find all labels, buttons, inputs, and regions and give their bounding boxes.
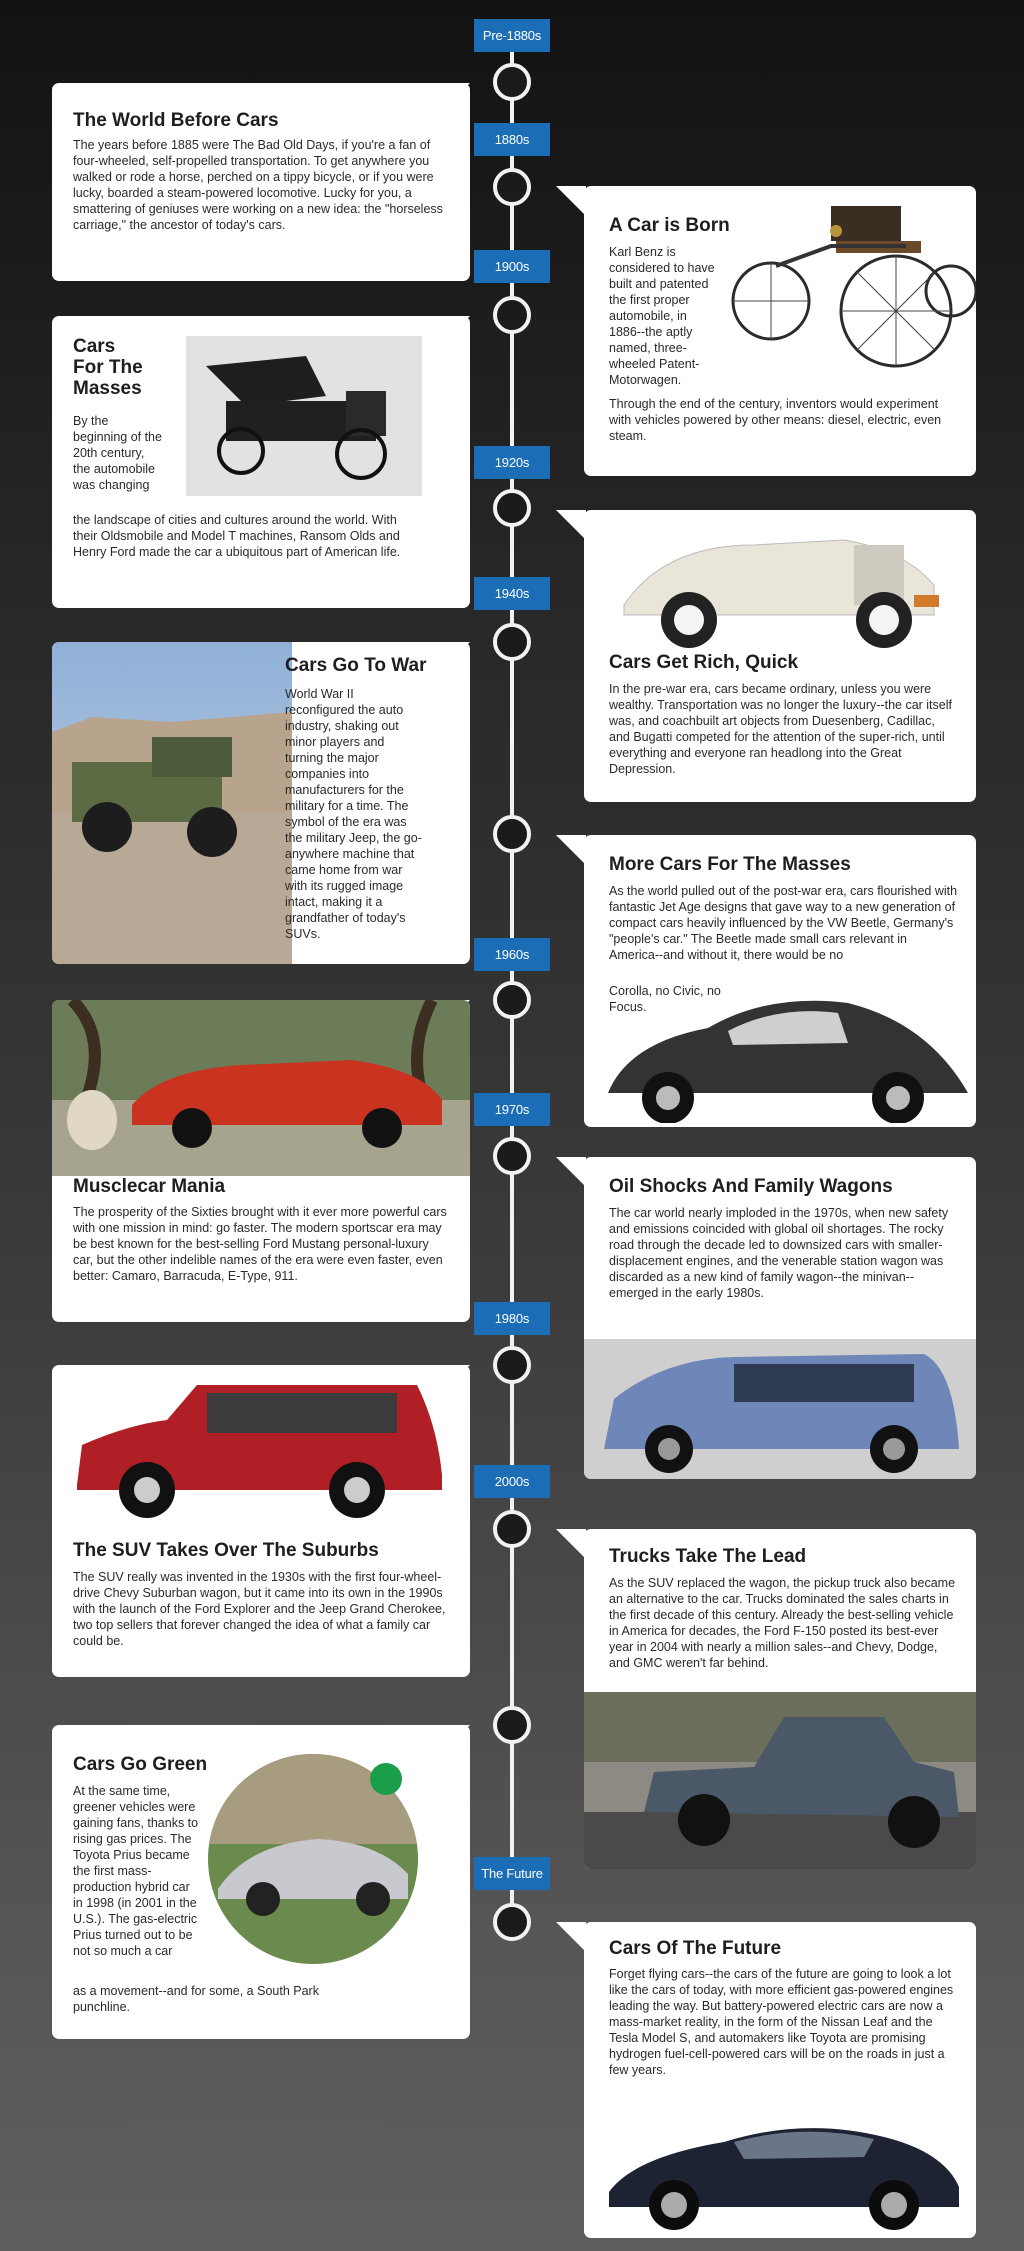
title-line: Cars xyxy=(73,336,116,357)
ford-explorer-image xyxy=(67,1375,447,1525)
timeline-node xyxy=(493,815,531,853)
card-text: The car world nearly imploded in the 1970s, when new safety and emissions coincided with global oil shortages. The rocky road through the decade led to downsized cars with smaller-displacement engines, and the venerable station wagon was discarded as a new kind of family wagon--the minivan--emerged in the early 1980s. xyxy=(609,1206,949,1300)
card-text: Forget flying cars--the cars of the future are going to look a lot like the cars of today, with more efficient gas-powered engines leading the way. But battery-powered electric cars are now a mass-market reality, in the form of the Nissan Leaf and the Tesla Model S, and automakers like Toyota are promising hydrogen fuel-cell-powered cars will be on the roads in just a few years. xyxy=(609,1967,954,2077)
era-tag-2000s: 2000s xyxy=(474,1465,550,1498)
card-cars-for-masses xyxy=(52,316,470,608)
card-text: Through the end of the century, inventors would experiment with vehicles powered by other means: diesel, electric, even steam. xyxy=(609,397,942,443)
timeline-node xyxy=(493,1137,531,1175)
timeline-node xyxy=(493,168,531,206)
card-oil-shocks xyxy=(584,1157,976,1479)
card-cars-future xyxy=(584,1922,976,2238)
green-dot-icon xyxy=(370,1763,402,1795)
card-title: Cars Go To War xyxy=(285,655,427,676)
card-cars-go-green xyxy=(52,1725,470,2039)
minivan-image xyxy=(584,1339,976,1479)
card-title: Cars Go Green xyxy=(73,1754,208,1775)
military-jeep-image xyxy=(52,642,292,964)
tesla-model-s-image xyxy=(604,2097,964,2232)
card-trucks-lead xyxy=(584,1529,976,1869)
title-line: For The xyxy=(73,357,143,378)
bubble-tail xyxy=(556,1157,586,1187)
card-car-is-born xyxy=(584,186,976,476)
card-title: Cars Get Rich, Quick xyxy=(609,652,799,673)
timeline-node xyxy=(493,1510,531,1548)
card-title: The World Before Cars xyxy=(73,110,279,131)
bubble-tail xyxy=(556,1922,586,1952)
timeline-node xyxy=(493,489,531,527)
timeline-node xyxy=(493,1706,531,1744)
card-title: A Car is Born xyxy=(609,215,730,236)
card-title: Trucks Take The Lead xyxy=(609,1546,807,1567)
era-tag-1920s: 1920s xyxy=(474,446,550,479)
era-tag-1970s: 1970s xyxy=(474,1093,550,1126)
card-text: World War II reconfigured the auto industry, shaking out minor players and turning the major companies into manufacturers for the military for a time. The symbol of the era was the military Jeep, the go-anywhere machine that came home from war with its rugged image intact, making it a grandfather of today's SUVs. xyxy=(285,687,422,941)
timeline-node xyxy=(493,981,531,1019)
card-text: In the pre-war era, cars became ordinary, unless you were wealthy. Transportation was no longer the luxury--the car itself was, and coachbuilt art objects from Duesenberg, Cadillac, and Bugatti competed for the attention of the super-rich, until everything and everyone ran headlong into the Great Depression. xyxy=(609,682,952,776)
card-text: As the SUV replaced the wagon, the pickup truck also became an alternative to the car. Trucks dominated the sales charts in the first decade of this century. Already the best-selling vehicle in America for decades, the Ford F-150 posted its best-ever year in 2004 with nearly a million sales--and Chevy, Dodge, and GMC weren't far behind. xyxy=(609,1576,956,1670)
era-tag-pre-1880s: Pre-1880s xyxy=(474,19,550,52)
card-suv-suburbs xyxy=(52,1365,470,1677)
duesenberg-image xyxy=(604,515,954,655)
card-title: Cars Of The Future xyxy=(609,1938,782,1959)
model-t-image xyxy=(186,336,422,496)
era-tag-1900s: 1900s xyxy=(474,250,550,283)
timeline-node xyxy=(493,63,531,101)
bubble-tail xyxy=(556,835,586,865)
title-line: Masses xyxy=(73,378,142,399)
card-title: Musclecar Mania xyxy=(73,1176,226,1197)
card-title xyxy=(73,336,143,399)
card-text: Karl Benz is considered to have built and patented the first proper automobile, in 1886--the aptly named, three-wheeled Patent-Motorwagen. xyxy=(609,245,715,387)
timeline-node xyxy=(493,1903,531,1941)
bubble-tail xyxy=(556,1529,586,1559)
timeline-node xyxy=(493,623,531,661)
timeline-node xyxy=(493,296,531,334)
card-musclecar-mania xyxy=(52,1000,470,1322)
card-text: At the same time, greener vehicles were gaining fans, thanks to rising gas prices. The Toyota Prius became the first mass-production hybrid car in 1998 (in 2001 in the U.S.). The gas-electric Prius turned out to be not so much a car xyxy=(73,1784,199,1958)
card-text: The years before 1885 were The Bad Old Days, if you're a fan of four-wheeled, self-propelled transportation. To get anywhere you walked or rode a horse, perched on a tippy bicycle, or if you were lucky, boarded a steam-powered locomotive. Lucky for you, a smattering of geniuses were working on a new idea: the "horseless carriage," the ancestor of today's cars. xyxy=(73,138,443,232)
card-title: More Cars For The Masses xyxy=(609,854,851,875)
card-text: Corolla, no Civic, no Focus. xyxy=(609,984,721,1014)
era-tag-the-future: The Future xyxy=(474,1857,550,1890)
era-tag-1940s: 1940s xyxy=(474,577,550,610)
card-cars-get-rich xyxy=(584,510,976,802)
card-title: The SUV Takes Over The Suburbs xyxy=(73,1540,379,1561)
bubble-tail xyxy=(556,186,586,216)
card-text: The prosperity of the Sixties brought with it ever more powerful cars with one mission in mind: go faster. The modern sportscar era may be best known for the best-selling Ford Mustang personal-luxury car, but the other indelible names of the era were even faster, even better: Camaro, Barracuda, E-Type, 911. xyxy=(73,1205,447,1283)
era-tag-1960s: 1960s xyxy=(474,938,550,971)
card-text: as a movement--and for some, a South Park punchline. xyxy=(73,1984,319,2014)
era-tag-1980s: 1980s xyxy=(474,1302,550,1335)
card-more-cars-masses xyxy=(584,835,976,1127)
benz-motorwagen-image xyxy=(716,186,976,386)
card-world-before-cars xyxy=(52,83,470,281)
f150-image xyxy=(584,1692,976,1869)
mustang-image xyxy=(52,1000,470,1176)
card-cars-go-to-war xyxy=(52,642,470,964)
card-text: By the beginning of the 20th century, the automobile was changing xyxy=(73,414,162,492)
vw-beetle-image xyxy=(598,983,976,1123)
card-text: As the world pulled out of the post-war era, cars flourished with fantastic Jet Age designs that gave way to a new generation of compact cars heavily influenced by the VW Beetle, Germany's "people's car." The Beetle made small cars relevant in America--and without it, there would be no xyxy=(609,884,958,962)
card-title: Oil Shocks And Family Wagons xyxy=(609,1176,893,1197)
bubble-tail xyxy=(556,510,586,540)
era-tag-1880s: 1880s xyxy=(474,123,550,156)
card-text: The SUV really was invented in the 1930s with the first four-wheel-drive Chevy Suburban wagon, but it came into its own in the 1990s with the launch of the Ford Explorer and the Jeep Grand Cherokee, two top sellers that forever changed the idea of what a family car could be. xyxy=(73,1570,446,1648)
card-text: the landscape of cities and cultures around the world. With their Oldsmobile and Model T machines, Ransom Olds and Henry Ford made the car a ubiquitous part of American life. xyxy=(73,513,401,559)
timeline-node xyxy=(493,1346,531,1384)
